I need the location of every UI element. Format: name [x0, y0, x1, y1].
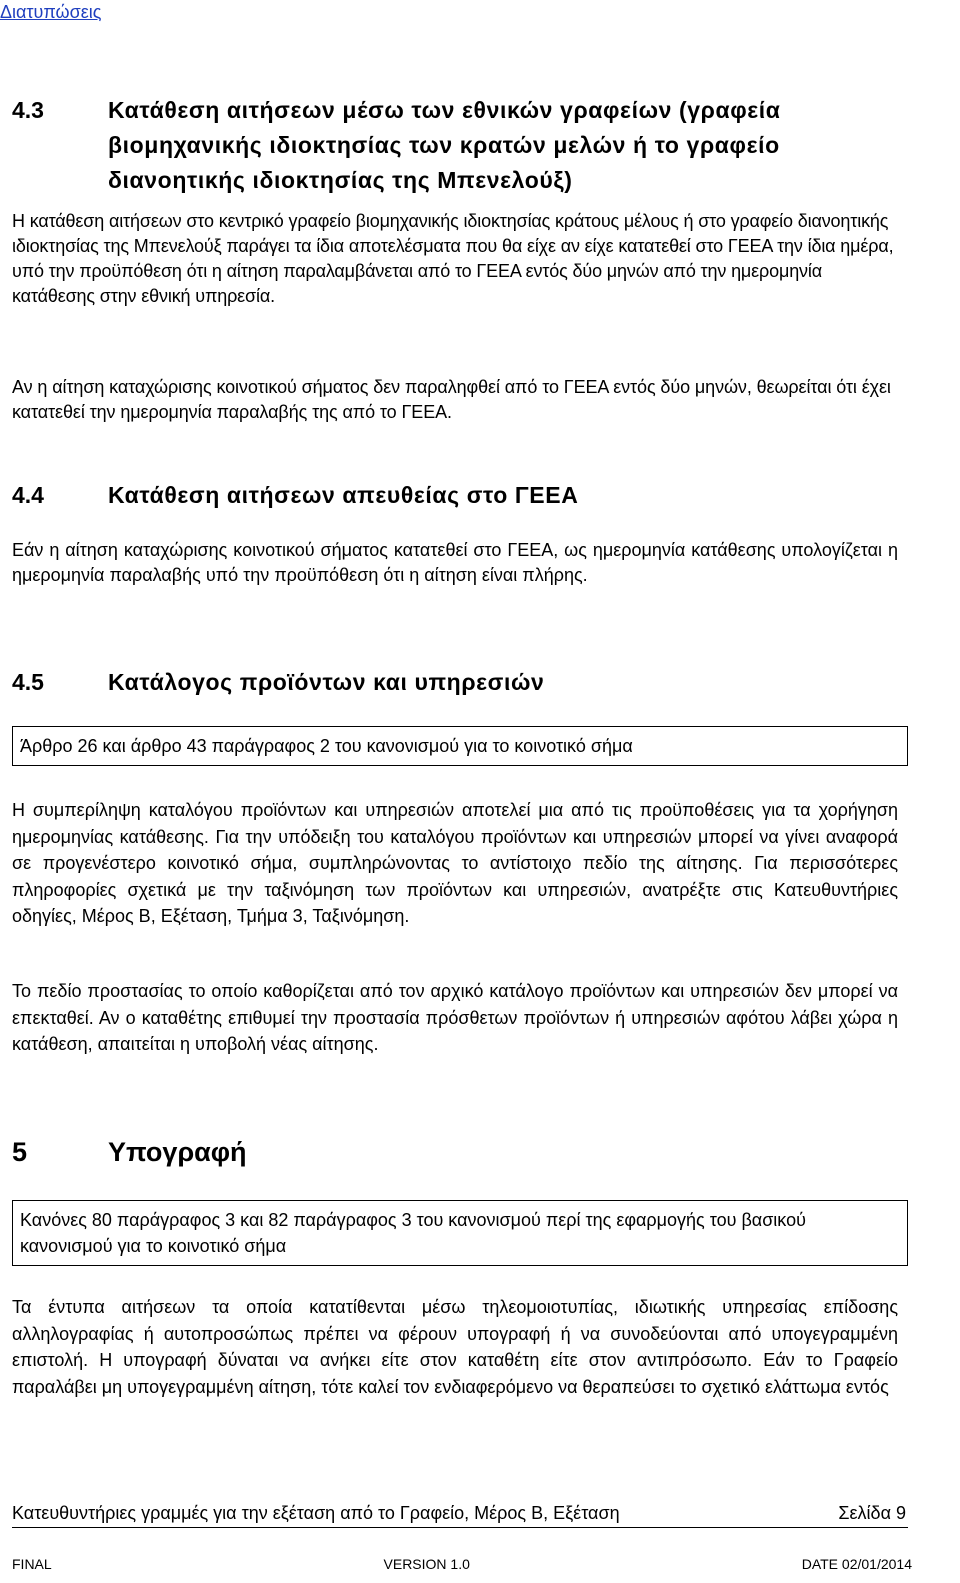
- section-number: 4.3: [12, 97, 44, 123]
- section-4-4-heading: [12, 478, 912, 513]
- section-5-paragraph-1: Τα έντυπα αιτήσεων τα οποία κατατίθενται μέσω τηλεομοιοτυπίας, ιδιωτικής υπηρεσίας επίδοσης αλληλογραφίας ή αυτοπροσώπως πρέπει να φέρουν υπογραφή ή να συνοδεύονται από υπογεγραμμένη επιστολή. Η υπογραφή δύναται να ανήκει είτε στον καταθέτη είτε στον αντιπρόσωπο. Εάν το Γραφείο παραλάβει μη υπογεγραμμένη αίτηση, τότε καλεί τον ενδιαφερόμενο να θεραπεύσει το σχετικό ελάττωμα εντός: [12, 1297, 898, 1397]
- section-number: 4.4: [12, 482, 44, 508]
- section-title: Κατάθεση αιτήσεων απευθείας στο ΓΕΕΑ: [108, 482, 579, 508]
- version-label: VERSION 1.0: [383, 1556, 470, 1572]
- section-4-4-paragraph-1: Εάν η αίτηση καταχώρισης κοινοτικού σήματος κατατεθεί στο ΓΕΕΑ, ως ημερομηνία κατάθεσης υπολογίζεται η ημερομηνία παραλαβής υπό την προϋπόθεση ότι η αίτηση είναι πλήρης.: [12, 540, 898, 585]
- section-number: 5: [12, 1137, 28, 1167]
- section-4-3-paragraph-2: Αν η αίτηση καταχώρισης κοινοτικού σήματος δεν παραληφθεί από το ΓΕΕΑ εντός δύο μηνών, θεωρείται ότι έχει κατατεθεί την ημερομηνία παραλαβής της από το ΓΕΕΑ.: [12, 377, 891, 422]
- page-footer: [12, 1502, 906, 1524]
- legal-reference-box: Άρθρο 26 και άρθρο 43 παράγραφος 2 του κανονισμού για το κοινοτικό σήμα: [12, 726, 908, 766]
- footer-divider: [12, 1527, 908, 1528]
- section-4-3-heading: [12, 93, 912, 198]
- section-number: 4.5: [12, 669, 44, 695]
- date-label: DATE 02/01/2014: [801, 1556, 912, 1572]
- section-4-5-heading: [12, 665, 912, 700]
- header-link[interactable]: Διατυπώσεις: [0, 2, 102, 22]
- section-title: Κατάλογος προϊόντων και υπηρεσιών: [108, 669, 545, 695]
- footer-document-title: Κατευθυντήριες γραμμές για την εξέταση από το Γραφείο, Μέρος Β, Εξέταση: [12, 1503, 620, 1523]
- status-label: FINAL: [12, 1556, 52, 1572]
- footer-page-number: Σελίδα 9: [838, 1503, 906, 1523]
- section-title: Κατάθεση αιτήσεων μέσω των εθνικών γραφείων (γραφεία βιομηχανικής ιδιοκτησίας των κρατών μελών ή το γραφείο διανοητικής ιδιοκτησίας της Μπενελούξ): [108, 97, 781, 193]
- legal-reference-box: Κανόνες 80 παράγραφος 3 και 82 παράγραφος 3 του κανονισμού περί της εφαρμογής του βασικού κανονισμού για το κοινοτικό σήμα: [12, 1200, 908, 1266]
- section-4-5-paragraph-1: Η συμπερίληψη καταλόγου προϊόντων και υπηρεσιών αποτελεί μια από τις προϋποθέσεις για τα χορήγηση ημερομηνίας κατάθεσης. Για την υπόδειξη του καταλόγου προϊόντων και υπηρεσιών μπορεί να γίνει αναφορά σε προγενέστερο κοινοτικό σήμα, συμπληρώνοντας το αντίστοιχο πεδίο της αίτησης. Για περισσότερες πληροφορίες σχετικά με την ταξινόμηση των προϊόντων και υπηρεσιών, ανατρέξτε στις Κατευθυντήριες οδηγίες, Μέρος Β, Εξέταση, Τμήμα 3, Ταξινόμηση.: [12, 800, 898, 926]
- section-4-3-paragraph-1: Η κατάθεση αιτήσεων στο κεντρικό γραφείο βιομηχανικής ιδιοκτησίας κράτους μέλους ή στο γραφείο διανοητικής ιδιοκτησίας της Μπενελούξ παράγει τα ίδια αποτελέσματα που θα είχε αν είχε κατατεθεί στο ΓΕΕΑ την ίδια ημέρα, υπό την προϋπόθεση ότι η αίτηση παραλαμβάνεται από το ΓΕΕΑ εντός δύο μηνών από την ημερομηνία κατάθεσης στην εθνική υπηρεσία.: [12, 211, 894, 306]
- section-4-5-paragraph-2: Το πεδίο προστασίας το οποίο καθορίζεται από τον αρχικό κατάλογο προϊόντων και υπηρεσιών δεν μπορεί να επεκταθεί. Αν ο καταθέτης επιθυμεί την προστασία πρόσθετων προϊόντων ή υπηρεσιών αφότου λάβει χώρα η κατάθεση, απαιτείται η υποβολή νέας αίτησης.: [12, 981, 898, 1054]
- section-title: Υπογραφή: [108, 1137, 247, 1167]
- document-status-bar: [12, 1555, 912, 1573]
- section-5-heading: [12, 1135, 912, 1169]
